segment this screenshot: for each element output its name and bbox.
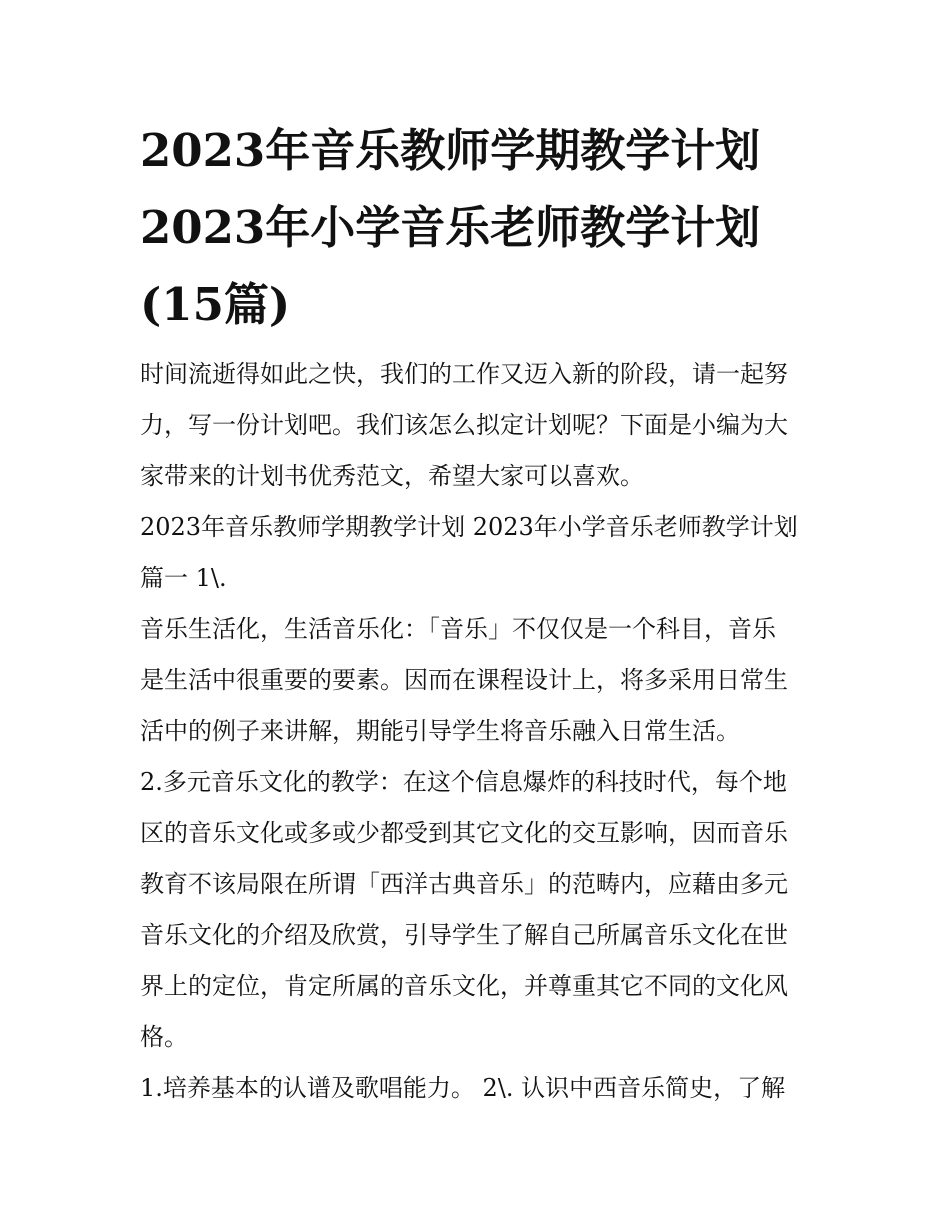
title-line: (15篇) (140, 278, 291, 331)
body-paragraph (140, 1063, 812, 1114)
title-line: 2023年音乐教师学期教学计划 (140, 124, 761, 177)
intro-paragraph (140, 349, 812, 502)
title-line: 2023年小学音乐老师教学计划 (140, 201, 761, 254)
text-line: 2.多元音乐文化的教学：在这个信息爆炸的科技时代，每个地 (140, 768, 787, 796)
body-paragraph (140, 604, 812, 757)
text-line: 力，写一份计划吧。我们该怎么拟定计划呢？下面是小编为大 (140, 411, 788, 439)
text-line: 家带来的计划书优秀范文，希望大家可以喜欢。 (140, 462, 644, 490)
body-paragraph (140, 757, 812, 1063)
text-line: 时间流逝得如此之快，我们的工作又迈入新的阶段，请一起努 (140, 360, 788, 388)
text-line: 2023年音乐教师学期教学计划 2023年小学音乐老师教学计划 (140, 513, 798, 541)
text-line: 篇一 1\. (140, 564, 227, 592)
text-line: 格。 (140, 1023, 188, 1051)
text-line: 活中的例子来讲解，期能引导学生将音乐融入日常生活。 (140, 717, 740, 745)
text-line: 界上的定位，肯定所属的音乐文化，并尊重其它不同的文化风 (140, 972, 788, 1000)
document-page (140, 112, 812, 1114)
section-heading-paragraph (140, 502, 812, 604)
text-line: 1.培养基本的认谱及歌唱能力。 2\. 认识中西音乐简史，了解 (140, 1074, 786, 1102)
text-line: 音乐生活化，生活音乐化：「音乐」不仅仅是一个科目，音乐 (140, 615, 776, 643)
text-line: 教育不该局限在所谓「西洋古典音乐」的范畴内，应藉由多元 (140, 870, 788, 898)
text-line: 区的音乐文化或多或少都受到其它文化的交互影响，因而音乐 (140, 819, 788, 847)
text-line: 是生活中很重要的要素。因而在课程设计上，将多采用日常生 (140, 666, 788, 694)
text-line: 音乐文化的介绍及欣赏，引导学生了解自己所属音乐文化在世 (140, 921, 788, 949)
document-title (140, 112, 812, 343)
